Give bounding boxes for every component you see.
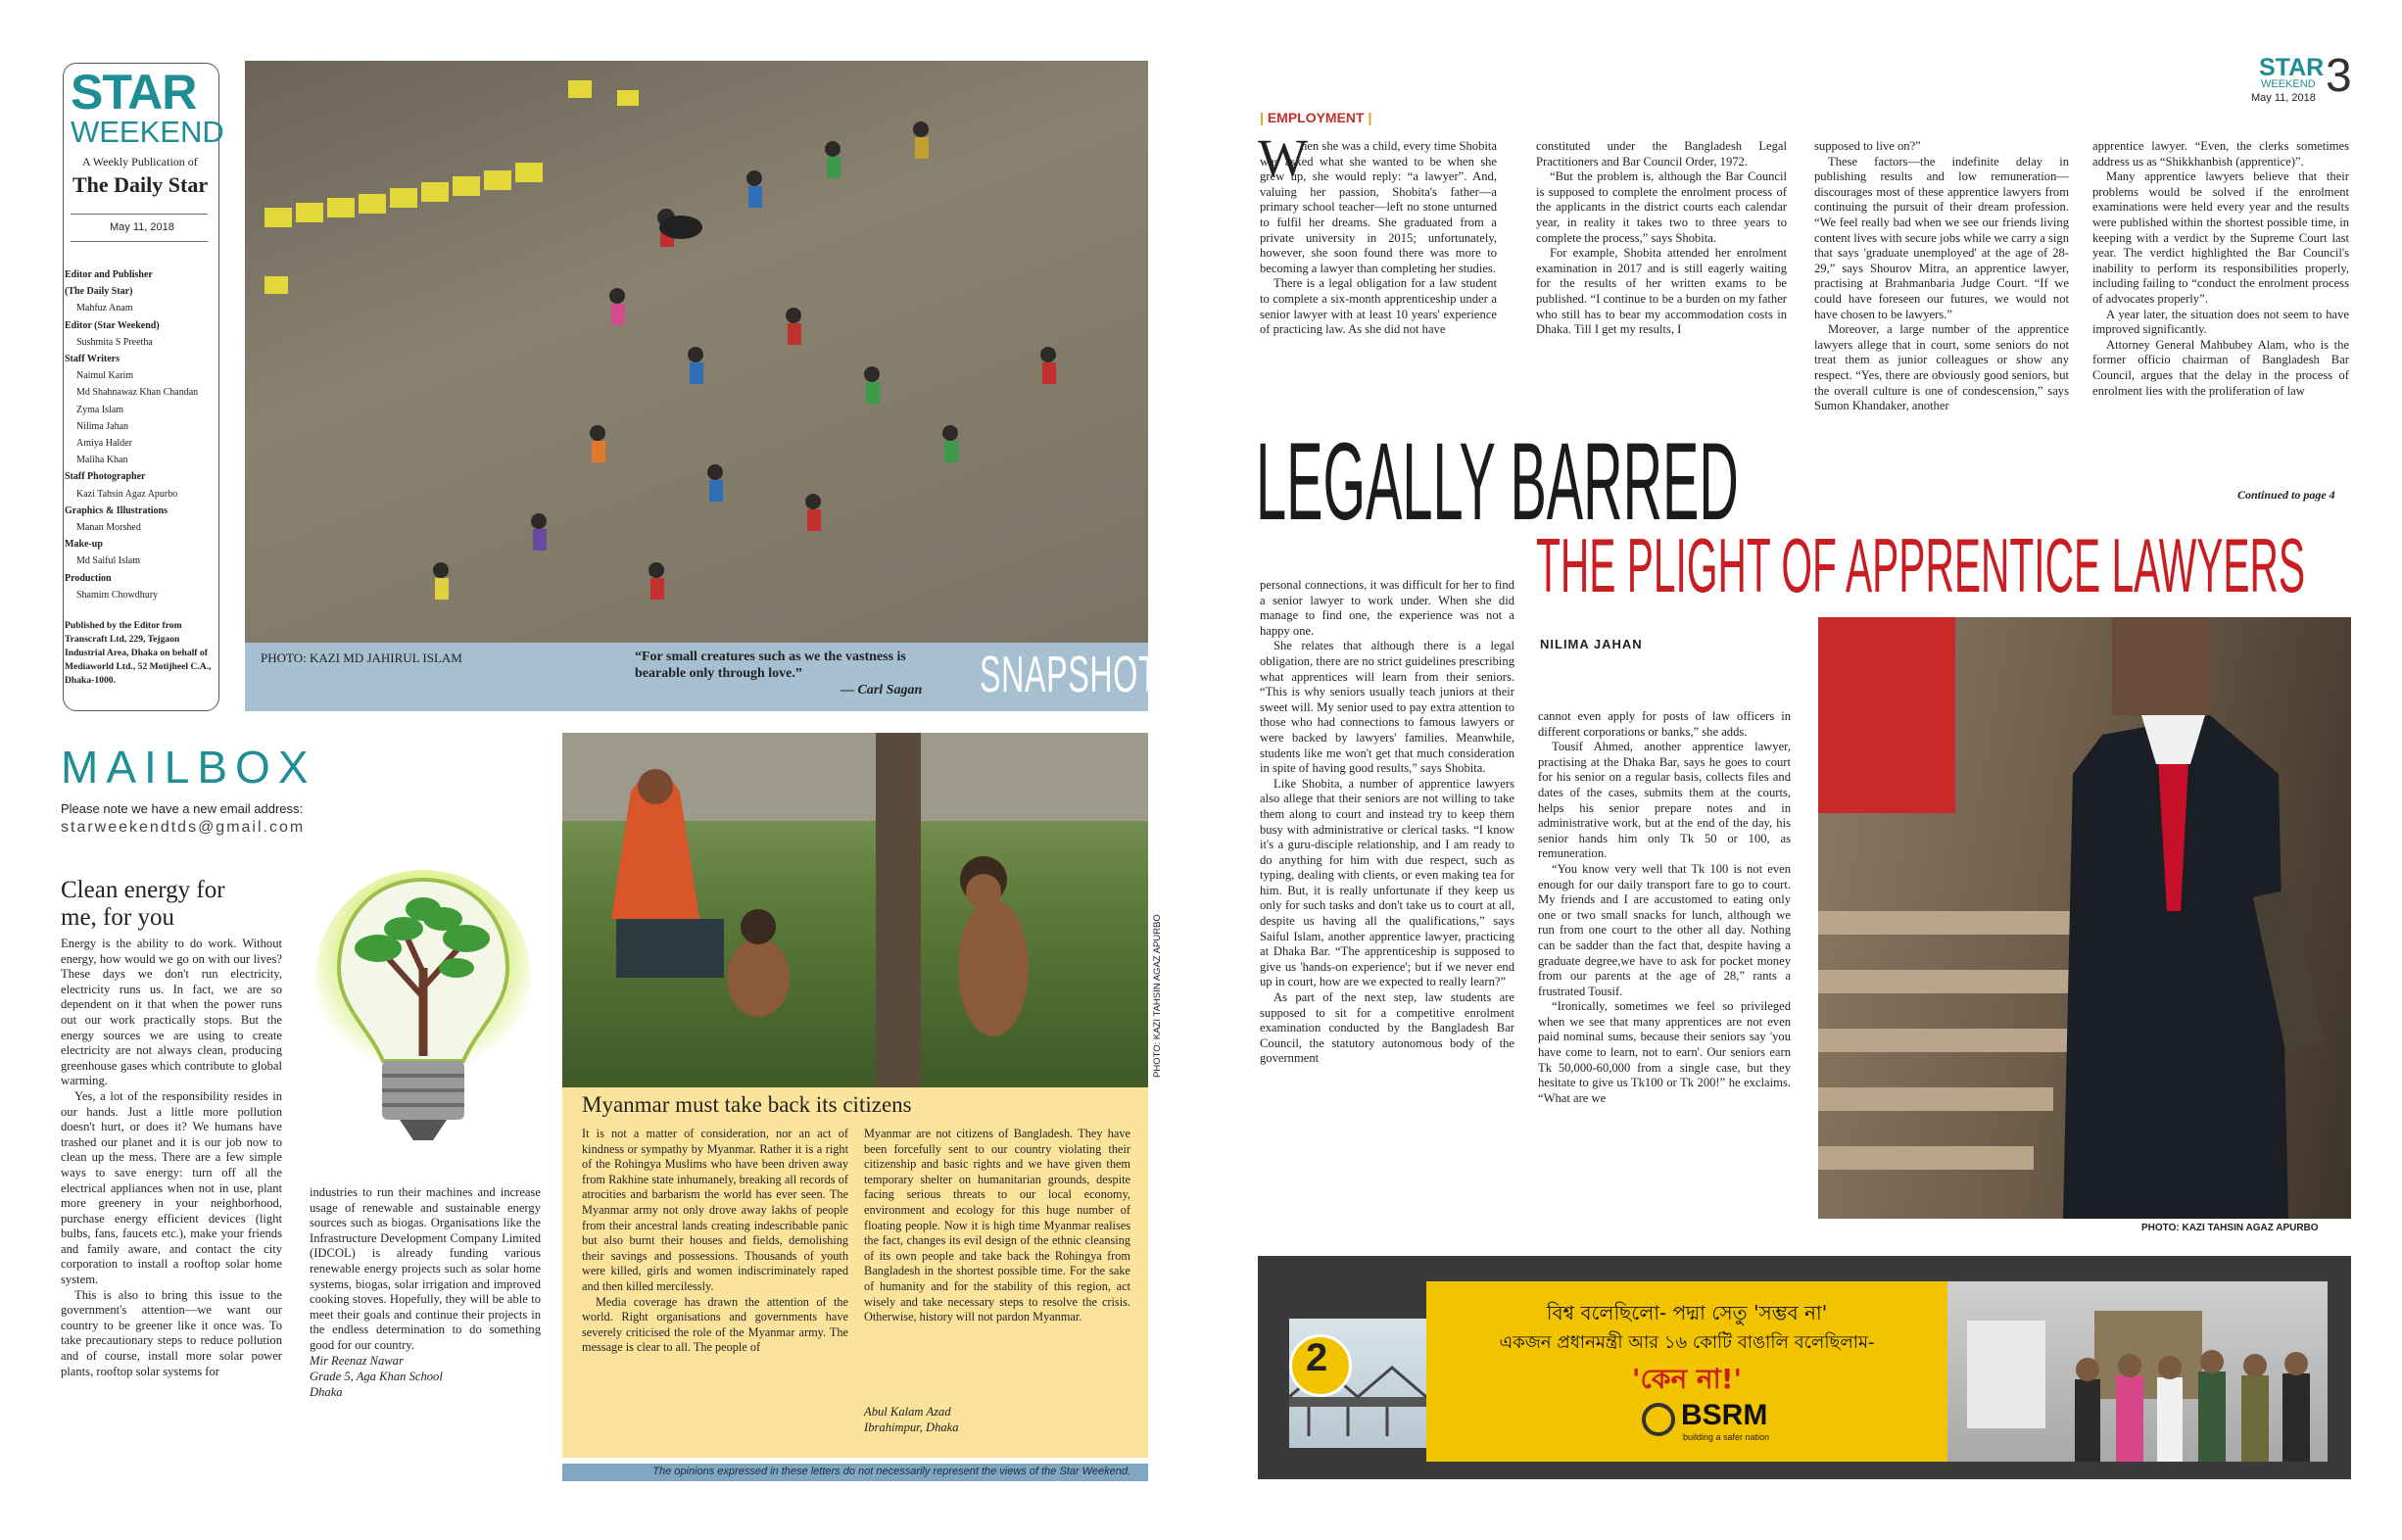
letter1-author-city: Dhaka <box>310 1385 343 1399</box>
snapshot-label: SNAPSHOT <box>980 647 1159 703</box>
published-by: Published by the Editor from Transcraft Ltd, 229, Tejgaon Industrial Area, Dhaka on behalf of Mediaworld Ltd., 52 Motijheel C.A., Dhaka-1000. <box>65 620 212 686</box>
staff-role: Editor (Star Weekend) <box>65 319 160 331</box>
letter1-col1 <box>61 937 282 1379</box>
article-col1-bottom <box>1260 578 1514 1067</box>
masthead-tagline: A Weekly Publication of <box>82 155 198 168</box>
letter2-col2 <box>864 1127 1130 1325</box>
staff-name: Manan Morshed <box>76 522 141 534</box>
paragraph: Like Shobita, a number of apprentice lawyers also allege that their seniors are not willing to take them along to court and instead try to keep them busy with administrative or clerical tasks. “I know it's a guru-disciple relationship, and I am ready to do anything for him with due respect, such as typing, dealing with clients, or even making tea for him. But, it is really unfortunate if they keep us only for such tasks and don't take us to court at all, despite us having all the qualifications,” says Saiful Islam, another apprentice lawyer, practicing at Dhaka Bar. “The apprenticeship is supposed to give us 'hands-on experience'; but if we never end up in court, how are we expected to really learn?” <box>1260 776 1514 989</box>
staff-role: Staff Writers <box>65 354 120 365</box>
masthead-weekend: WEEKEND <box>71 115 224 149</box>
letter2-author: Abul Kalam Azad <box>864 1405 951 1419</box>
mailbox-title: MAILBOX <box>61 742 316 793</box>
staff-role: Staff Photographer <box>65 471 146 483</box>
paragraph: apprentice lawyer. “Even, the clerks sometimes address us as “Shikkhanbish (apprentice)”. <box>2092 139 2349 168</box>
staff-role: Production <box>65 572 112 584</box>
staff-name: Md Shahnawaz Khan Chandan <box>76 387 199 399</box>
lightbulb-icon <box>310 850 537 1170</box>
staff-role: Editor and Publisher <box>65 269 153 280</box>
paragraph: “You know very well that Tk 100 is not even enough for our daily transport fare to go to court. My friends and I are accustomed to eating only one or two small snacks for lunch, although we run from one court to the other all day. Nothing can be sadder than the fact that, despite having a graduate degree,we have to ask for pocket money from our parents at the age of 28,” rants a frustrated Tousif. <box>1538 861 1791 998</box>
paragraph: supposed to live on?” <box>1814 139 1921 153</box>
letter1-author-school: Grade 5, Aga Khan School <box>310 1370 443 1383</box>
ad-ceremony-photo <box>1947 1281 2328 1462</box>
paragraph: It is not a matter of consideration, nor an act of kindness or sympathy by Myanmar. Rather it is a right of the Rohingya Muslims who have been driven away from Rakhine state inhumanely, breaking all records of atrocities and barbarism the world has ever seen. The Myanmar army not only drove away lakhs of people from their ancestral lands creating indescribable panic but also burnt their houses and fields, demolishing their savings and possessions. Thousands of youth were killed, girls and women indiscriminately raped and then killed mercilessly. <box>582 1127 848 1293</box>
page-header-star: STAR <box>2259 54 2325 81</box>
ceremony-people-illustration <box>1947 1281 2328 1462</box>
letter1-author: Mir Reenaz Nawar <box>310 1354 404 1368</box>
ad-line1: বিশ্ব বলেছিলো- পদ্মা সেতু 'সম্ভব না' <box>1546 1301 1828 1324</box>
snapshot-quote: “For small creatures such as we the vastness is bearable only through love.” <box>635 650 906 681</box>
snapshot-photo <box>245 61 1148 647</box>
staff-name: Md Saiful Islam <box>76 555 140 567</box>
staff-name: Nilima Jahan <box>76 420 129 432</box>
staff-name: Kazi Tahsin Agaz Apurbo <box>76 488 178 500</box>
rohingya-photo-credit: PHOTO: KAZI TAHSIN AGAZ APURBO <box>1152 914 1163 1078</box>
paragraph: For example, Shobita attended her enrolment examination in 2017 and is still eagerly waiting for the results of her written exams to be published. “I continue to be a burden on my father who still has to bear my accommodation costs in Dhaka. Till I get my results, I <box>1536 246 1787 337</box>
headline: LEGALLY BARRED <box>1256 420 1739 543</box>
letter2-col1 <box>582 1127 848 1356</box>
paragraph: Yes, a lot of the responsibility resides in our hands. Just a little more pollution doesn't hurt, or does it? We humans have trashed our planet and it is our job now to clean up the mess. There are a few simple ways to save energy: turn off all the electrical appliances when not in use, plant more greenery in your neighborhood, purchase energy efficient devices (light bulbs, fans, faucets etc.), make your friends and family aware, and contact the city corporation to install a rooftop solar home system. <box>61 1088 282 1287</box>
paragraph: This is also to bring this issue to the government's attention—we want our country to be greener like it once was. To take precautionary steps to reduce pollution and of course, install more solar power plants, rooftop solar systems for <box>61 1287 282 1378</box>
staff-name: Amiya Halder <box>76 438 132 450</box>
staff-name: Shamim Chowdhury <box>76 589 159 601</box>
section-label-text: EMPLOYMENT <box>1267 110 1365 125</box>
paragraph: “But the problem is, although the Bar Council is supposed to complete the enrolment process of the applicants in the district courts each calendar year, in reality it takes two to three years to complete the process,” says Shobita. <box>1536 169 1787 245</box>
snapshot-credit: PHOTO: KAZI MD JAHIRUL ISLAM <box>261 650 462 665</box>
paragraph: personal connections, it was difficult for her to find a senior lawyer to work under. When she did manage to find one, the experience was not a happy one. <box>1260 578 1514 638</box>
staff-name: Maliha Khan <box>76 455 128 466</box>
paragraph: hen she was a child, every time Shobita was asked what she wanted to be when she grew up, she would reply: “a lawyer”. And, valuing her passion, Shobita's father—a primary school teacher—left no stone unturned to fulfil her dreams. She graduated from a private university in 2015; unfortunately, however, she soon found there was more to becoming a lawyer than completing her studies. <box>1260 139 1497 275</box>
paragraph: These factors—the indefinite delay in publishing results and low remuneration—discourages most of these apprentice lawyers from continuing the pursuit of their dream profession. “We feel really bad when we see our friends living content lives with secure jobs while we carry a sign that says 'graduate unemployed' at the age of 28-29,” says Shourov Mitra, an apprentice lawyer, practising at Brahmanbaria Judge Court. “If we could have foreseen our futures, we would not have chosen to be lawyers.” <box>1814 154 2069 321</box>
staff-name: Naimul Karim <box>76 370 134 382</box>
continued-note: Continued to page 4 <box>2237 488 2335 502</box>
letter1-col2 <box>310 1185 541 1354</box>
staff-name: Sushmita S Preetha <box>76 336 153 348</box>
masthead-star: STAR <box>71 65 197 120</box>
ad-line2: একজন প্রধানমন্ত্রী আর ১৬ কোটি বাঙালি বলেছিলাম- <box>1499 1332 1875 1353</box>
paragraph: Media coverage has drawn the attention of the world. Right organisations and governments have severely criticised the role of the Myanmar army. The message is clear to all. The people of <box>582 1294 848 1355</box>
letter1-title: Clean energy for me, for you <box>61 877 225 931</box>
rohingya-photo <box>562 733 1148 1087</box>
mailbox-note: Please note we have a new email address: <box>61 801 304 816</box>
paragraph: Many apprentice lawyers believe that their problems would be solved if the enrolment examinations were held every year and the results were published within the shortest possible time, in keeping with a verdict by the Supreme Court last year. The verdict highlighted the Bar Council's inability to perform its responsibilities properly, including failing to “conduct the enrolment process of advocates properly”. <box>2092 169 2349 306</box>
paragraph: industries to run their machines and increase usage of renewable and sustainable energy sources such as biogas. Organisations like the Infrastructure Development Company Limited (IDCOL) is already funding various renewable energy projects such as solar home systems, biogas, solar irrigation and improved cooking stoves. Hopefully, they will be able to meet their goals and continue their projects in the endless determination to do something good for our country. <box>310 1185 541 1352</box>
article-col4-top <box>2092 139 2349 399</box>
masthead-divider <box>71 214 208 215</box>
paragraph: A year later, the situation does not seem to have improved significantly. <box>2092 307 2349 337</box>
ad-line3: 'কেন না!' <box>1631 1363 1743 1395</box>
staff-role: (The Daily Star) <box>65 286 133 298</box>
paragraph: She relates that although there is a legal obligation, there are no strict guidelines prescribing what apprentices will learn from their seniors. “This is why seniors usually teach juniors at their sweet will. My senior used to pay extra attention to those who had connections to famous lawyers or were backed by lawyers' families. Meanwhile, students like me won't get that much consideration in spite of having good results,” says Shobita. <box>1260 639 1514 776</box>
disclaimer: The opinions expressed in these letters do not necessarily represent the views of the Star Weekend. <box>652 1466 1130 1477</box>
drop-cap: W <box>1258 128 1308 187</box>
flood-crowd-illustration <box>245 61 1148 647</box>
subheadline: THE PLIGHT OF APPRENTICE LAWYERS <box>1536 522 2306 608</box>
staff-role: Graphics & Illustrations <box>65 505 168 516</box>
ad-brand: BSRM <box>1681 1399 1768 1431</box>
masthead-date: May 11, 2018 <box>110 221 174 233</box>
masthead-paper: The Daily Star <box>72 172 209 197</box>
lawyer-photo-credit: PHOTO: KAZI TAHSIN AGAZ APURBO <box>2141 1223 2319 1233</box>
paragraph: “Ironically, sometimes we feel so privileged when we see that many apprentices are not even paid nominal sums, because their seniors say 'you have come to learn, not to earn'. Our seniors earn Tk 50,000-60,000 from a single case, but they hesitate to give us Tk100 or Tk 200!” he exclaims. “What are we <box>1538 999 1791 1105</box>
section-label: | EMPLOYMENT | <box>1260 110 1372 125</box>
lightbulb-illustration <box>310 850 537 1170</box>
bsrm-logo-icon <box>1642 1403 1675 1436</box>
rohingya-children-illustration <box>562 733 1148 1087</box>
ad-badge-number: 2 <box>1306 1336 1328 1379</box>
letter2-author-city: Ibrahimpur, Dhaka <box>864 1420 959 1434</box>
page-header-date: May 11, 2018 <box>2251 92 2316 104</box>
snapshot-quote-author: — Carl Sagan <box>841 683 923 698</box>
staff-role: Make-up <box>65 539 103 551</box>
staff-name: Mahfuz Anam <box>76 303 133 314</box>
paragraph: cannot even apply for posts of law officers in different corporations or banks,” she adds. <box>1538 709 1791 739</box>
letter2-title: Myanmar must take back its citizens <box>582 1092 912 1117</box>
paragraph: constituted under the Bangladesh Legal Practitioners and Bar Council Order, 1972. <box>1536 139 1787 168</box>
mailbox-email: starweekendtds@gmail.com <box>61 819 306 836</box>
lawyer-photo <box>1818 617 2351 1219</box>
byline: NILIMA JAHAN <box>1540 637 1643 651</box>
paragraph: There is a legal obligation for a law student to complete a six-month apprenticeship under a senior lawyer with at least 10 years' experience of practicing law. As she did not have <box>1260 276 1497 337</box>
article-col1-top <box>1260 139 1497 338</box>
article-col2-top <box>1536 139 1787 338</box>
ad-brand-tagline: building a safer nation <box>1683 1432 1770 1442</box>
paragraph: Attorney General Mahbubey Alam, who is the former officio chairman of Bangladesh Bar Council, argues that the delay in the process of enrolment lies with the proliferation of law <box>2092 337 2349 398</box>
staff-list <box>65 266 198 603</box>
masthead-divider-2 <box>71 241 208 242</box>
paragraph: Tousif Ahmed, another apprentice lawyer, practising at the Dhaka Bar, says he goes to court for his senior on a regular basis, collects files and dates of the cases, submits them at the courts, helps his senior prepare notes and in administrative work, but at the end of the day, his senior hands him only Tk 50 or 100, as remuneration. <box>1538 740 1791 861</box>
page-header-weekend: WEEKEND <box>2261 78 2316 90</box>
article-col2-bottom <box>1538 709 1791 1106</box>
page-number: 3 <box>2326 50 2352 102</box>
article-col3-top <box>1814 139 2069 414</box>
staff-name: Zyma Islam <box>76 404 124 415</box>
paragraph: Moreover, a large number of the apprentice lawyers allege that in court, some seniors do not treat them as junior colleagues or show any respect. “Yes, there are obviously good seniors, but the overall culture is one of condescension,” says Sumon Khandaker, another <box>1814 322 2069 413</box>
paragraph: Energy is the ability to do work. Without energy, how would we go on with our lives? These days we don't run electricity, electricity runs us. In fact, we are so dependent on it that when the power runs out our work practically stops. But the energy sources we are using to create electricity are not always clean, producing greenhouse gases which contribute to global warming. <box>61 937 282 1088</box>
paragraph: As part of the next step, law students are supposed to sit for a competitive enrolment examination conducted by the Bangladesh Bar Council, the statutory autonomous body of the government <box>1260 990 1514 1066</box>
lawyer-on-stairs-illustration <box>1818 617 2351 1219</box>
paragraph: Myanmar are not citizens of Bangladesh. They have been forcefully sent to our country violating their citizenship and basic rights and we have given them temporary shelter on humanitarian grounds, despite facing serious threats to our local economy, environment and ecology for this huge number of floating people. Now it is high time Myanmar realises the fact, changes its evil design of the ethnic cleansing of its own people and take back the Rohingya from Bangladesh in the shortest possible time. For the sake of humanity and for the stability of this region, act wisely and take necessary steps to resolve the crisis. Otherwise, history will not pardon Myanmar. <box>864 1127 1130 1324</box>
